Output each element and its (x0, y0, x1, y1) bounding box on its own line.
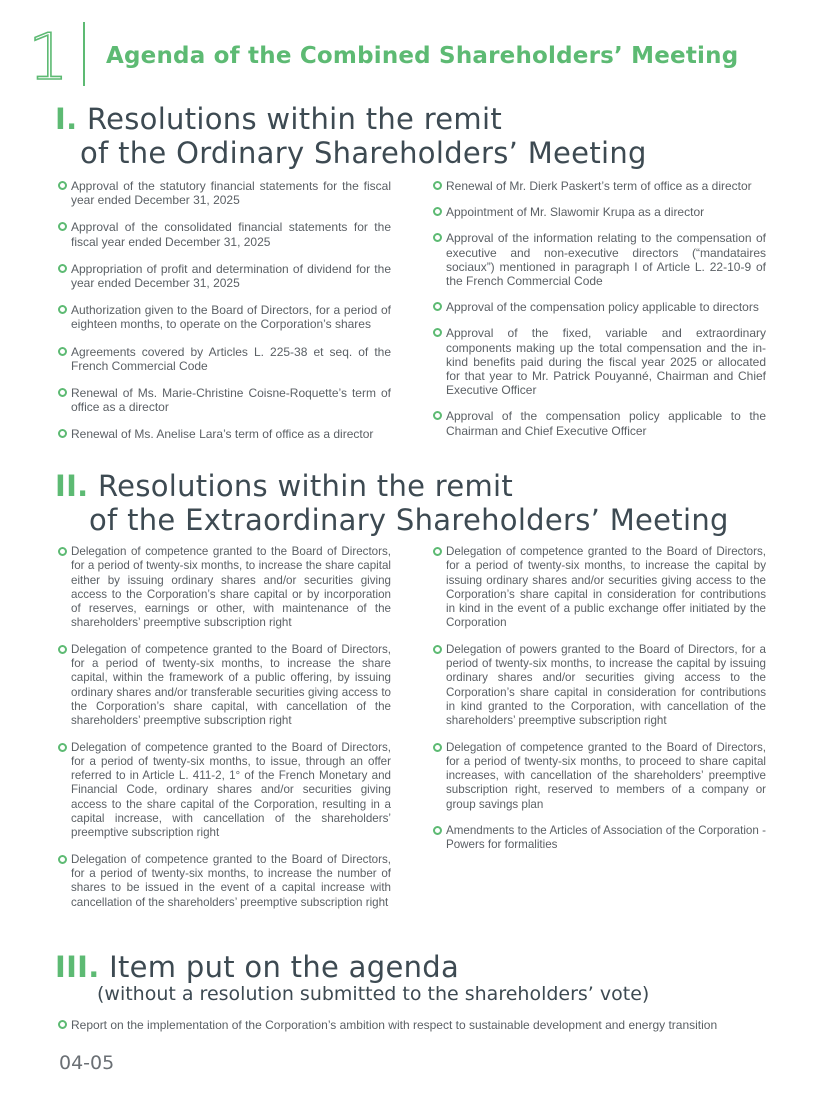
list-item: Approval of the compensation policy applicable to directors (433, 300, 766, 314)
bullet-icon (58, 264, 67, 273)
section-1-title (55, 102, 647, 170)
section-3-title (55, 950, 459, 984)
bullet-icon (58, 645, 67, 654)
section-1-numeral: I. (55, 102, 78, 136)
list-item: Agreements covered by Articles L. 225-38 et seq. of the French Commercial Code (58, 345, 391, 373)
list-item: Approval of the information relating to the compensation of executive and non-executive directors (“mandataires sociaux”) mentioned in paragraph I of Article L. 22-10-9 of the French Commercial Code (433, 231, 766, 288)
bullet-icon (58, 547, 67, 556)
section-3-numeral: III. (55, 950, 100, 984)
section-2-left-list (58, 545, 391, 910)
list-item: Appointment of Mr. Slawomir Krupa as a director (433, 205, 766, 219)
section-1-right-list (433, 179, 766, 438)
list-item: Renewal of Mr. Dierk Paskert’s term of office as a director (433, 179, 766, 193)
page-number: 04-05 (59, 1052, 115, 1074)
list-item: Delegation of powers granted to the Board of Directors, for a period of twenty-six months, to increase the capital by issuing ordinary shares and/or securities giving access to the Corporation’s share capital in consideration for contributions in kind granted to the Corporation, with cancellation of the shareholders’ preemptive subscription right (433, 643, 766, 729)
bullet-icon (58, 429, 67, 438)
section-2-right-list (433, 545, 766, 853)
list-item: Renewal of Ms. Anelise Lara’s term of office as a director (58, 427, 391, 441)
list-item: Report on the implementation of the Corporation’s ambition with respect to sustainable development and energy transition (58, 1018, 778, 1032)
section-2-title (55, 469, 729, 537)
section-1-title-line1: Resolutions within the remit (86, 102, 503, 136)
bullet-icon (433, 645, 442, 654)
bullet-icon (58, 222, 67, 231)
list-item: Delegation of competence granted to the Board of Directors, for a period of twenty-six months, to proceed to share capital increases, with cancellation of the shareholders’ preemptive subscription right, reserved to members of a company or group savings plan (433, 741, 766, 812)
page-title: Agenda of the Combined Shareholders’ Meeting (106, 43, 739, 69)
bullet-icon (433, 411, 442, 420)
bullet-icon (433, 328, 442, 337)
bullet-icon (433, 547, 442, 556)
section-2-numeral: II. (55, 469, 89, 503)
section-1-title-line2: of the Ordinary Shareholders’ Meeting (80, 136, 647, 170)
bullet-icon (58, 181, 67, 190)
bullet-icon (58, 743, 67, 752)
list-item: Approval of the statutory financial statements for the fiscal year ended December 31, 2025 (58, 179, 391, 207)
list-item: Delegation of competence granted to the Board of Directors, for a period of twenty-six months, to increase the share capital, within the framework of a public offering, by issuing ordinary shares and/or transferable securities giving access to the Corporation’s share capital, with cancellation of the shareholders’ preemptive subscription right (58, 643, 391, 729)
chapter-number: 1 (28, 21, 69, 95)
bullet-icon (58, 388, 67, 397)
bullet-icon (58, 1020, 67, 1029)
section-2-title-line1: Resolutions within the remit (98, 469, 514, 503)
bullet-icon (433, 826, 442, 835)
list-item: Approval of the compensation policy applicable to the Chairman and Chief Executive Officer (433, 409, 766, 437)
header-divider (83, 22, 85, 86)
list-item: Delegation of competence granted to the Board of Directors, for a period of twenty-six months, to increase the capital by issuing ordinary shares and/or securities giving access to the Corporation’s share capital in consideration for contributions in kind in the event of a public exchange offer initiated by the Corporation (433, 545, 766, 631)
list-item: Delegation of competence granted to the Board of Directors, for a period of twenty-six months, to increase the number of shares to be issued in the event of a capital increase with cancellation of the shareholders’ preemptive subscription right (58, 853, 391, 910)
list-item: Authorization given to the Board of Directors, for a period of eighteen months, to operate on the Corporation’s shares (58, 303, 391, 331)
bullet-icon (433, 181, 442, 190)
section-2-title-line2: of the Extraordinary Shareholders’ Meeting (89, 503, 729, 537)
bullet-icon (433, 743, 442, 752)
section-1-left-list (58, 179, 391, 442)
bullet-icon (58, 305, 67, 314)
list-item: Amendments to the Articles of Association of the Corporation - Powers for formalities (433, 824, 766, 853)
section-3-title-line1: Item put on the agenda (109, 950, 460, 984)
list-item: Delegation of competence granted to the Board of Directors, for a period of twenty-six months, to increase the share capital either by issuing ordinary shares and/or securities giving access to the Corporation’s share capital or by incorporation of reserves, earnings or other, with maintenance of the shareholders’ preemptive subscription right (58, 545, 391, 631)
bullet-icon (433, 302, 442, 311)
bullet-icon (433, 233, 442, 242)
list-item: Approval of the fixed, variable and extraordinary components making up the total compensation and the in-kind benefits paid during the fiscal year 2025 or allocated for that year to Mr. Patrick Pouyanné, Chairman and Chief Executive Officer (433, 326, 766, 397)
section-3-list (58, 1018, 778, 1032)
bullet-icon (433, 207, 442, 216)
list-item: Renewal of Ms. Marie-Christine Coisne-Roquette’s term of office as a director (58, 386, 391, 414)
list-item: Delegation of competence granted to the Board of Directors, for a period of twenty-six months, to issue, through an offer referred to in Article L. 411-2, 1° of the French Monetary and Financial Code, ordinary shares and/or securities giving access to the share capital of the Corporation, resulting in a capital increase, with cancellation of the shareholders’ preemptive subscription right (58, 741, 391, 841)
list-item: Approval of the consolidated financial statements for the fiscal year ended December 31, 2025 (58, 220, 391, 248)
list-item: Appropriation of profit and determination of dividend for the year ended December 31, 2025 (58, 262, 391, 290)
bullet-icon (58, 347, 67, 356)
bullet-icon (58, 855, 67, 864)
section-3-subtitle: (without a resolution submitted to the shareholders’ vote) (97, 983, 650, 1005)
